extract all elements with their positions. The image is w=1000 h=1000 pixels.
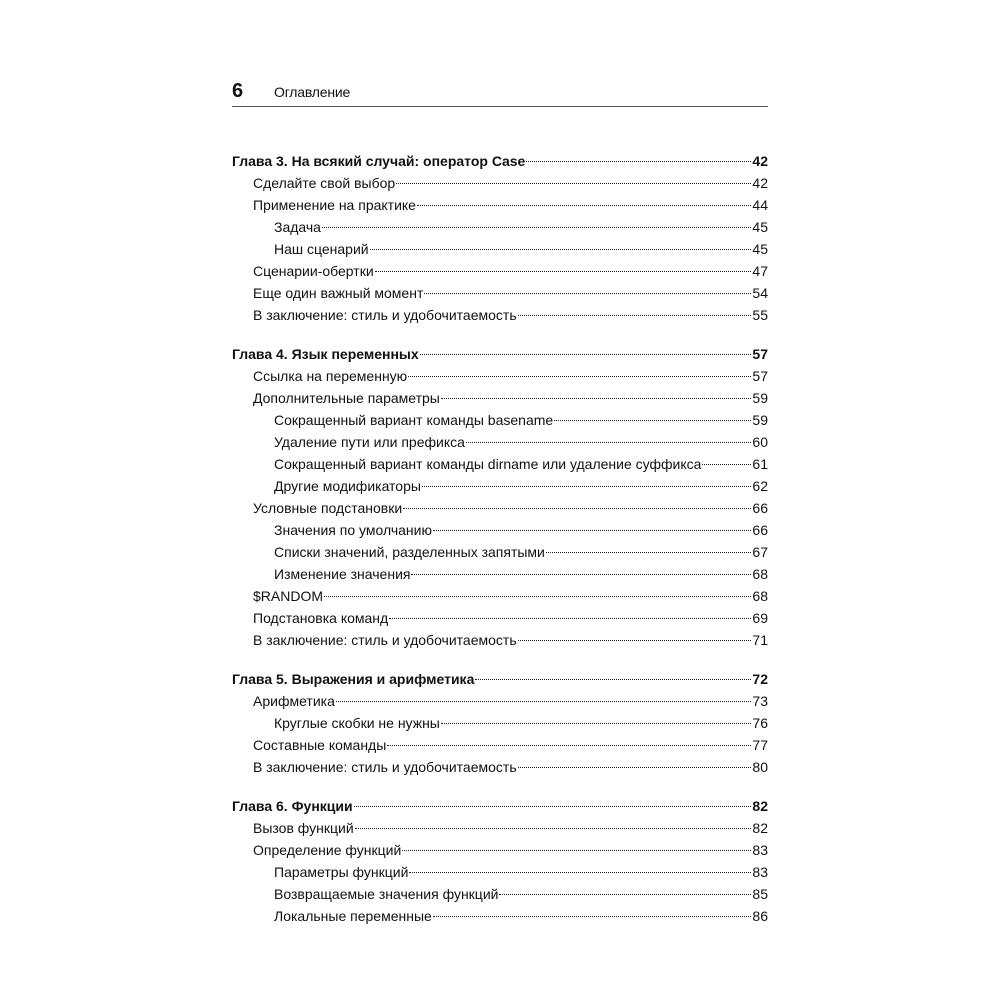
dot-leader <box>354 806 752 807</box>
toc-entry[interactable] <box>232 519 768 541</box>
toc-entry[interactable] <box>232 883 768 905</box>
toc-entry-title: В заключение: стиль и удобочитаемость <box>253 759 517 775</box>
toc-entry[interactable] <box>232 629 768 651</box>
toc-entry-page: 45 <box>752 219 768 235</box>
toc-entry[interactable] <box>232 839 768 861</box>
toc-entry-page: 59 <box>752 412 768 428</box>
toc-entry-title: Сокращенный вариант команды dirname или удаление суффикса <box>274 456 702 472</box>
dot-leader <box>499 894 751 895</box>
toc-entry-title: Подстановка команд <box>253 610 389 626</box>
toc-entry-page: 42 <box>752 175 768 191</box>
toc-entry-page: 71 <box>752 632 768 648</box>
toc-entry[interactable] <box>232 734 768 756</box>
toc-entry-page: 47 <box>752 263 768 279</box>
toc-entry[interactable] <box>232 282 768 304</box>
toc-entry[interactable] <box>232 475 768 497</box>
toc-entry-page: 82 <box>752 798 768 814</box>
toc-entry-page: 82 <box>752 820 768 836</box>
dot-leader <box>441 398 752 399</box>
toc-entry-page: 77 <box>752 737 768 753</box>
dot-leader <box>441 723 752 724</box>
toc-entry-title: Применение на практике <box>253 197 416 213</box>
toc-entry-page: 62 <box>752 478 768 494</box>
toc-entry-page: 83 <box>752 864 768 880</box>
toc-entry-title: Определение функций <box>253 842 402 858</box>
dot-leader <box>702 464 751 465</box>
toc-entry-title: Изменение значения <box>274 566 411 582</box>
dot-leader <box>433 530 751 531</box>
toc-entry-title: Задача <box>274 219 321 235</box>
section-title: Оглавление <box>274 84 351 100</box>
dot-leader <box>396 183 751 184</box>
toc-chapter-entry[interactable] <box>232 343 768 365</box>
toc-entry[interactable] <box>232 387 768 409</box>
page-number: 6 <box>232 80 244 102</box>
toc-entry-page: 42 <box>752 153 768 169</box>
toc-entry-title: Условные подстановки <box>253 500 403 516</box>
toc-entry[interactable] <box>232 216 768 238</box>
dot-leader <box>422 486 751 487</box>
toc-entry-page: 76 <box>752 715 768 731</box>
toc-entry-title: Еще один важный момент <box>253 285 424 301</box>
dot-leader <box>518 315 752 316</box>
toc-entry[interactable] <box>232 409 768 431</box>
toc-entry-title: Составные команды <box>253 737 387 753</box>
toc-entry[interactable] <box>232 431 768 453</box>
toc-chapter-entry[interactable] <box>232 150 768 172</box>
toc-entry-page: 60 <box>752 434 768 450</box>
toc-entry-page: 86 <box>752 908 768 924</box>
dot-leader <box>433 916 752 917</box>
dot-leader <box>409 872 751 873</box>
dot-leader <box>466 442 752 443</box>
toc-entry-page: 85 <box>752 886 768 902</box>
dot-leader <box>355 828 752 829</box>
toc-entry[interactable] <box>232 817 768 839</box>
dot-leader <box>475 679 751 680</box>
toc-entry-page: 66 <box>752 522 768 538</box>
header-rule <box>232 106 768 107</box>
toc-entry[interactable] <box>232 905 768 927</box>
dot-leader <box>403 508 751 509</box>
toc-entry-page: 54 <box>752 285 768 301</box>
toc-entry-title: Списки значений, разделенных запятыми <box>274 544 545 560</box>
toc-entry-page: 57 <box>752 368 768 384</box>
toc-entry-title: Сделайте свой выбор <box>253 175 396 191</box>
dot-leader <box>554 420 751 421</box>
toc-entry[interactable] <box>232 563 768 585</box>
toc-entry-title: Локальные переменные <box>274 908 432 924</box>
toc-entry-page: 80 <box>752 759 768 775</box>
dot-leader <box>322 227 751 228</box>
page-header <box>232 76 768 108</box>
toc-entry-page: 66 <box>752 500 768 516</box>
dot-leader <box>424 293 751 294</box>
toc-entry[interactable] <box>232 304 768 326</box>
toc-entry[interactable] <box>232 861 768 883</box>
toc-entry[interactable] <box>232 194 768 216</box>
toc-entry-title: Значения по умолчанию <box>274 522 432 538</box>
dot-leader <box>518 640 752 641</box>
dot-leader <box>411 574 751 575</box>
dot-leader <box>375 271 752 272</box>
toc-entry-page: 55 <box>752 307 768 323</box>
toc-entry-page: 72 <box>752 671 768 687</box>
toc-entry[interactable] <box>232 712 768 734</box>
toc-entry-title: Другие модификаторы <box>274 478 421 494</box>
dot-leader <box>324 596 751 597</box>
dot-leader <box>402 850 751 851</box>
toc-entry-title: Дополнительные параметры <box>253 390 440 406</box>
toc-entry-title: Возвращаемые значения функций <box>274 886 499 902</box>
toc-entry-page: 61 <box>752 456 768 472</box>
toc-entry-title: Наш сценарий <box>274 241 369 257</box>
toc-chapter-entry[interactable] <box>232 795 768 817</box>
toc-entry[interactable] <box>232 497 768 519</box>
toc-entry[interactable] <box>232 607 768 629</box>
dot-leader <box>408 376 751 377</box>
dot-leader <box>387 745 751 746</box>
toc-entry-page: 67 <box>752 544 768 560</box>
toc-entry-page: 68 <box>752 566 768 582</box>
dot-leader <box>336 701 752 702</box>
toc-entry-title: В заключение: стиль и удобочитаемость <box>253 307 517 323</box>
toc-entry-title: Глава 5. Выражения и арифметика <box>232 671 475 687</box>
toc-entry[interactable] <box>232 260 768 282</box>
toc-entry-page: 59 <box>752 390 768 406</box>
toc-entry-page: 73 <box>752 693 768 709</box>
toc-entry-page: 44 <box>752 197 768 213</box>
toc-entry-title: Сокращенный вариант команды basename <box>274 412 554 428</box>
dot-leader <box>370 249 752 250</box>
toc-entry[interactable] <box>232 585 768 607</box>
toc-entry-page: 68 <box>752 588 768 604</box>
toc-entry-page: 83 <box>752 842 768 858</box>
toc-chapter-entry[interactable] <box>232 668 768 690</box>
toc-entry-title: Вызов функций <box>253 820 354 836</box>
dot-leader <box>546 552 752 553</box>
dot-leader <box>389 618 751 619</box>
toc-entry-title: $RANDOM <box>253 588 324 604</box>
toc-entry[interactable] <box>232 365 768 387</box>
toc-entry-title: Ссылка на переменную <box>253 368 408 384</box>
dot-leader <box>526 161 751 162</box>
toc-entry-title: Арифметика <box>253 693 335 709</box>
toc-entry-title: В заключение: стиль и удобочитаемость <box>253 632 517 648</box>
toc-entry-title: Круглые скобки не нужны <box>274 715 440 731</box>
toc-entry-title: Сценарии-обертки <box>253 263 374 279</box>
toc-entry[interactable] <box>232 238 768 260</box>
dot-leader <box>518 767 752 768</box>
toc-entry[interactable] <box>232 172 768 194</box>
toc-entry-title: Глава 4. Язык переменных <box>232 346 419 362</box>
toc-entry-title: Глава 6. Функции <box>232 798 353 814</box>
toc-entry-title: Удаление пути или префикса <box>274 434 465 450</box>
toc-entry[interactable] <box>232 690 768 712</box>
dot-leader <box>417 205 751 206</box>
toc-entry[interactable] <box>232 756 768 778</box>
toc-entry-page: 69 <box>752 610 768 626</box>
toc-entry-page: 57 <box>752 346 768 362</box>
toc-entry-title: Глава 3. На всякий случай: оператор Case <box>232 153 526 169</box>
toc-entry-page: 45 <box>752 241 768 257</box>
dot-leader <box>420 354 752 355</box>
toc-entry-title: Параметры функций <box>274 864 409 880</box>
toc-entry[interactable] <box>232 541 768 563</box>
table-of-contents <box>232 150 768 927</box>
toc-entry[interactable] <box>232 453 768 475</box>
